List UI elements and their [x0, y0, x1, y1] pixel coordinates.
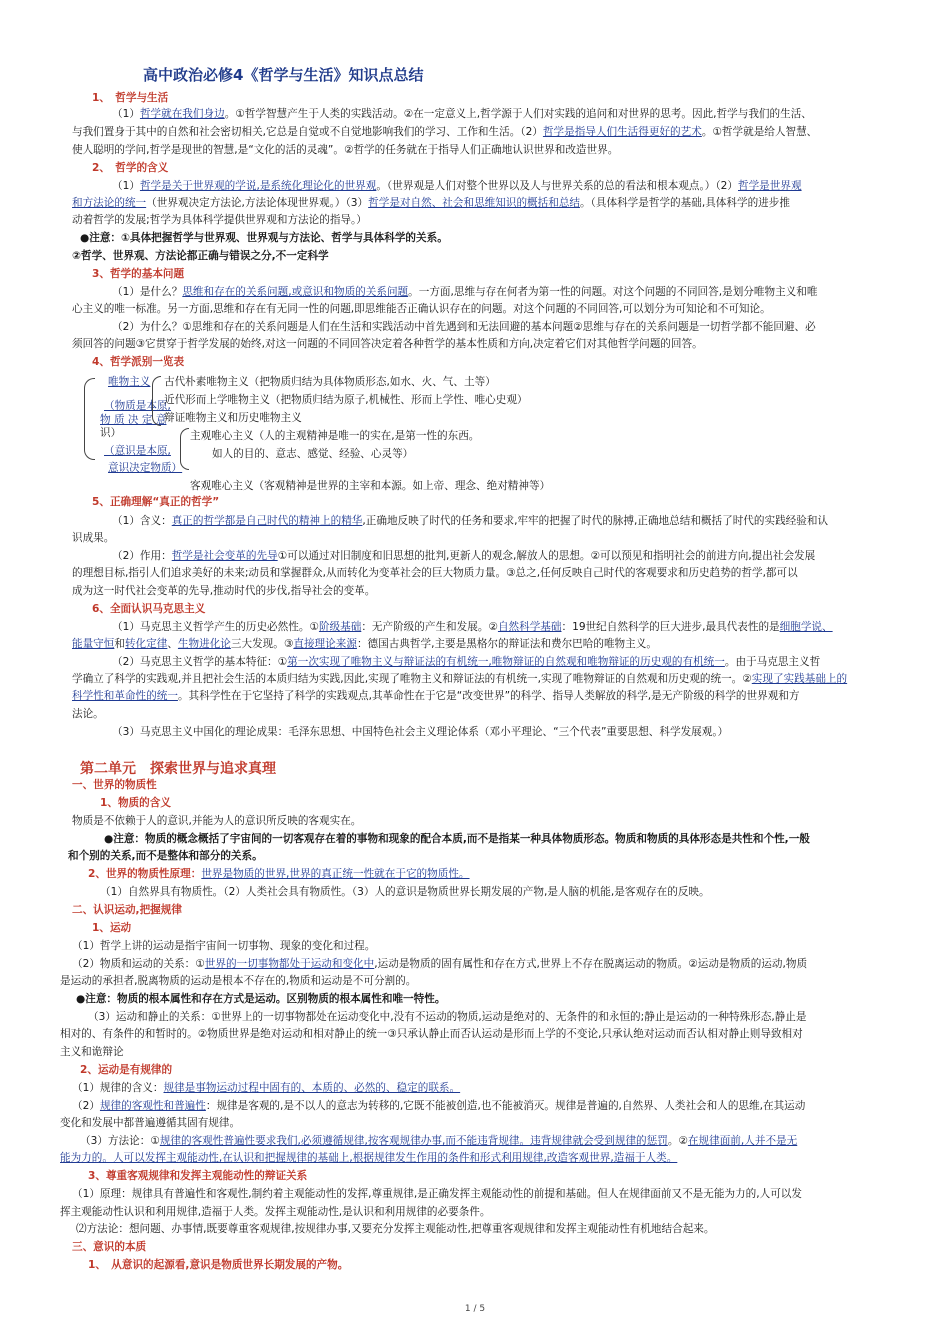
paragraph: 心主义的唯一标准。另一方面,思维和存在有无同一性的问题,即思维能否正确认识存在的问题。对这个问题的不同回答,可以划分为可知论和不可知论。 — [72, 303, 771, 315]
paragraph: （2）物质和运动的关系：①世界的一切事物都处于运动和变化中,运动是物质的固有属性和存在方式,世界上不存在脱离运动的物质。②运动是物质的运动,物质 — [72, 958, 808, 970]
paragraph: 能为力的。人可以发挥主观能动性,在认识和把握规律的基础上,根据规律发生作用的条件和形式利用规律,改造客观世界,造福于人类。 — [60, 1152, 678, 1164]
paragraph: （1）是什么？思维和存在的关系问题,或意识和物质的关系问题。一方面,思维与存在何者为第一性的问题。对这个问题的不同回答,是划分唯物主义和唯 — [112, 286, 818, 298]
diagram-label: 唯物主义 — [108, 376, 151, 388]
diagram-item: 客观唯心主义（客观精神是世界的主宰和本源。如上帝、理念、绝对精神等） — [190, 480, 551, 492]
paragraph: ⑵方法论：想问题、办事情,既要尊重客观规律,按规律办事,又要充分发挥主观能动性,把尊重客观规律和发挥主观能动性有机地结合起来。 — [76, 1223, 715, 1235]
paragraph: （2）为什么？①思维和存在的关系问题是人们在生活和实践活动中首先遇到和无法回避的基本问题②思维与存在的关系问题是一切哲学都不能回避、必 — [112, 321, 816, 333]
materialism-brace — [152, 376, 161, 426]
section-3-heading: 3、哲学的基本问题 — [92, 268, 185, 280]
paragraph: 挥主观能动性认识和利用规律,造福于人类。发挥主观能动性,是认识和利用规律的必要条件。 — [60, 1206, 491, 1218]
paragraph: （1）含义：真正的哲学都是自己时代的精神上的精华,正确地反映了时代的任务和要求,牢牢的把握了时代的脉搏,正确地总结和概括了时代的实践经验和认 — [112, 515, 829, 527]
diagram-item: 近代形而上学唯物主义（把物质归结为原子,机械性、形而上学性、唯心史观） — [164, 394, 528, 406]
paragraph: 能量守恒和转化定律、生物进化论三大发现。③直接理论来源：德国古典哲学,主要是黑格尔的辩证法和费尔巴哈的唯物主义。 — [72, 638, 657, 650]
paragraph: （1）自然界具有物质性。（2）人类社会具有物质性。（3）人的意识是物质世界长期发展的产物,是人脑的机能,是客观存在的反映。 — [100, 886, 710, 898]
unit-2-title: 第二单元 探索世界与追求真理 — [80, 761, 276, 777]
note: ●注意：①具体把握哲学与世界观、世界观与方法论、哲学与具体科学的关系。 — [80, 232, 448, 244]
paragraph: 变化和发展中都普遍遵循其固有规律。 — [60, 1117, 241, 1129]
idealism-brace — [180, 428, 189, 470]
paragraph: （3）运动和静止的关系：①世界上的一切事物都处在运动变化中,没有不运动的物质,运动是绝对的、无条件的和永恒的;静止是运动的一种特殊形态,静止是 — [88, 1011, 807, 1023]
diagram-item: 古代朴素唯物主义（把物质归结为具体物质形态,如水、火、气、土等） — [164, 376, 496, 388]
paragraph: （3）马克思主义中国化的理论成果：毛泽东思想、中国特色社会主义理论体系（邓小平理论、“三个代表”重要思想、科学发展观。） — [112, 726, 729, 738]
subsection-heading: 1、 从意识的起源看,意识是物质世界长期发展的产物。 — [88, 1259, 349, 1271]
paragraph: 识成果。 — [72, 532, 115, 544]
document-title: 高中政治必修4《哲学与生活》知识点总结 — [143, 66, 424, 84]
paragraph: （3）方法论：①规律的客观性普遍性要求我们,必须遵循规律,按客观规律办事,而不能违背规律。违背规律就会受到规律的惩罚。②在规律面前,人并不是无 — [80, 1135, 798, 1147]
page-number: 1 / 5 — [464, 1304, 486, 1314]
diagram-label: 意识决定物质） — [108, 462, 183, 474]
paragraph: 是运动的承担者,脱离物质的运动是根本不存在的,物质和运动是不可分割的。 — [60, 975, 417, 987]
paragraph: 使人聪明的学问,哲学是现世的智慧,是“文化的活的灵魂”。②哲学的任务就在于指导人们正确地认识世界和改造世界。 — [72, 144, 619, 156]
paragraph: 动着哲学的发展;哲学为具体科学提供世界观和方法论的指导。） — [72, 214, 367, 226]
paragraph: （2）规律的客观性和普遍性：规律是客观的,是不以人的意志为转移的,它既不能被创造,也不能被消灭。规律是普遍的,自然界、人类社会和人的思维,在其运动 — [72, 1100, 806, 1112]
note: 和个别的关系,而不是整体和部分的关系。 — [68, 850, 263, 862]
paragraph: 的理想目标,指引人们追求美好的未来;动员和掌握群众,从而转化为变革社会的巨大物质力量。③总之,任何反映自己时代的客观要求和历史趋势的哲学,都可以 — [72, 567, 798, 579]
unit-2-section-3-heading: 三、意识的本质 — [72, 1241, 147, 1253]
diagram-item: 辩证唯物主义和历史唯物主义 — [164, 412, 302, 424]
paragraph: 科学性和革命性的统一。其科学性在于它坚持了科学的实践观点,其革命性在于它是“改变世界”的科学、指导人类解放的科学,是无产阶级的科学的世界观和方 — [72, 690, 800, 702]
paragraph: （1）哲学是关于世界观的学说,是系统化理论化的世界观。（世界观是人们对整个世界以及人与世界关系的总的看法和根本观点。）（2）哲学是世界观 — [112, 180, 802, 192]
paragraph: 主义和诡辩论 — [60, 1046, 124, 1058]
subsection-heading: 3、尊重客观规律和发挥主观能动性的辩证关系 — [88, 1170, 308, 1182]
note: ②哲学、世界观、方法论都正确与错误之分,不一定科学 — [72, 250, 329, 262]
diagram-label: （意识是本原, — [104, 445, 171, 457]
section-4-heading: 4、哲学派别一览表 — [92, 356, 185, 368]
paragraph: （1）规律的含义：规律是事物运动过程中固有的、本质的、必然的、稳定的联系。 — [72, 1082, 461, 1094]
paragraph: （1）哲学上讲的运动是指宇宙间一切事物、现象的变化和过程。 — [72, 940, 376, 952]
paragraph: 2、世界的物质性原理：世界是物质的世界,世界的真正统一性就在于它的物质性。 — [88, 868, 470, 880]
paragraph: （1）原理：规律具有普遍性和客观性,制约着主观能动性的发挥,尊重规律,是正确发挥主观能动性的前提和基础。但人在规律面前又不是无能为力的,人可以发 — [72, 1188, 802, 1200]
paragraph: 须回答的问题③它贯穿于哲学发展的始终,对这一问题的不同回答决定着各种哲学的基本性质和方向,决定着它们对其他哲学问题的回答。 — [72, 338, 703, 350]
diagram-label: 识） — [100, 427, 122, 439]
subsection-heading: 1、运动 — [92, 922, 132, 934]
paragraph: 和方法论的统一（世界观决定方法论,方法论体现世界观。）（3）哲学是对自然、社会和思维知识的概括和总结。（具体科学是哲学的基础,具体科学的进步推 — [72, 197, 790, 209]
section-2-heading: 2、 哲学的含义 — [92, 162, 169, 174]
paragraph: 相对的、有条件的和暂时的。②物质世界是绝对运动和相对静止的统一③只承认静止而否认运动是形而上学的不变论,只承认绝对运动而否认相对静止则导致相对 — [60, 1028, 803, 1040]
subsection-heading: 2、运动是有规律的 — [80, 1064, 173, 1076]
paragraph: 学确立了科学的实践观,并且把社会生活的本质归结为实践,因此,实现了唯物主义和辩证法的有机统一,实现了唯物辩证的自然观和历史观的统一。②实现了实践基础上的 — [72, 673, 848, 685]
outer-brace — [84, 378, 95, 460]
unit-2-section-1-heading: 一、世界的物质性 — [72, 779, 157, 791]
note: ●注意：物质的根本属性和存在方式是运动。区别物质的根本属性和唯一特性。 — [76, 993, 446, 1005]
note: ●注意：物质的概念概括了宇宙间的一切客观存在着的事物和现象的配合本质,而不是指某一种具体物质形态。物质和物质的具体形态是共性和个性,一般 — [104, 833, 810, 845]
section-6-heading: 6、全面认识马克思主义 — [92, 603, 206, 615]
diagram-label: （物质是本原, — [104, 400, 171, 412]
paragraph: 物质是不依赖于人的意识,并能为人的意识所反映的客观实在。 — [72, 815, 362, 827]
unit-2-section-2-heading: 二、认识运动,把握规律 — [72, 904, 182, 916]
paragraph: （2）作用：哲学是社会变革的先导①可以通过对旧制度和旧思想的批判,更新人的观念,解放人的思想。②可以预见和指明社会的前进方向,提出社会发展 — [112, 550, 816, 562]
section-5-heading: 5、正确理解“真正的哲学” — [92, 496, 220, 508]
paragraph: （1）哲学就在我们身边。①哲学智慧产生于人类的实践活动。②在一定意义上,哲学源于人们对实践的追问和对世界的思考。因此,哲学与我们的生活、 — [112, 108, 812, 120]
paragraph: 成为这一时代社会变革的先导,推动时代的步伐,指导社会的变革。 — [72, 585, 376, 597]
paragraph: （2）马克思主义哲学的基本特征：①第一次实现了唯物主义与辩证法的有机统一,唯物辩证的自然观和唯物辩证的历史观的有机统一。由于马克思主义哲 — [112, 656, 821, 668]
paragraph: 与我们置身于其中的自然和社会密切相关,它总是自觉或不自觉地影响我们的学习、工作和生活。（2）哲学是指导人们生活得更好的艺术。①哲学就是给人智慧、 — [72, 126, 818, 138]
paragraph: 法论。 — [72, 708, 104, 720]
subsection-heading: 1、物质的含义 — [100, 797, 171, 809]
diagram-label: 物 质 决 定 意 — [100, 414, 167, 426]
diagram-item: 如人的目的、意志、感觉、经验、心灵等） — [212, 448, 414, 460]
paragraph: （1）马克思主义哲学产生的历史必然性。①阶级基础：无产阶级的产生和发展。②自然科学基础：19世纪自然科学的巨大进步,最具代表性的是细胞学说、 — [112, 621, 833, 633]
section-1-heading: 1、 哲学与生活 — [92, 92, 169, 104]
diagram-item: 主观唯心主义（人的主观精神是唯一的实在,是第一性的东西。 — [190, 430, 480, 442]
